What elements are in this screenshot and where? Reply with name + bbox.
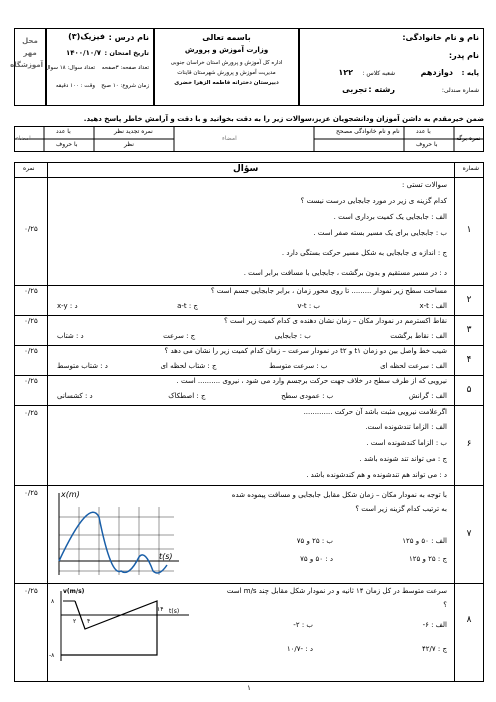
option-d: د : شتاب: [57, 332, 84, 340]
seat-label: شماره صندلی:: [441, 87, 479, 94]
col-score-header: نمره: [23, 165, 35, 172]
option-c: ج : ۲۵ و ۱۲۵: [409, 555, 447, 563]
ministry-name: وزارت آموزش و پرورش: [184, 46, 269, 54]
graph-v2: -۸: [49, 652, 55, 659]
corrector-name-label: نام و نام خانوادگی مصحح: [336, 128, 400, 135]
option-b: ب : جابجایی برای یک مسیر بسته صفر است .: [313, 229, 447, 237]
subject-label: نام درس :: [108, 33, 149, 42]
question-score: ۰/۲۵: [24, 409, 38, 417]
question-stem: شیب خط واصل بین دو زمان t۱ و t۲ در نمودار سرعت – زمان کدام کمیت زیر را نشان می دهد ؟: [164, 347, 447, 355]
question-number: ۲: [466, 295, 472, 305]
stamp-text: محل مهر آموزشگاه: [10, 37, 43, 69]
question-row-3: [15, 315, 483, 346]
col-number-header: شماره: [462, 165, 479, 172]
questions-table: [14, 162, 484, 682]
option-b: ب : سرعت متوسط: [269, 362, 328, 370]
options-row: [57, 362, 447, 370]
option-c: ج : می تواند تند شونده باشد .: [359, 455, 447, 463]
question-number: ۸: [466, 615, 472, 625]
grade-table-grid: [14, 126, 484, 152]
student-info-box: [299, 28, 484, 106]
question-score: ۰/۲۵: [24, 587, 38, 595]
question-score: ۰/۲۵: [24, 287, 38, 295]
grade-words-label: با حروف: [56, 141, 78, 148]
options-row: [57, 332, 447, 340]
question-number: ۶: [466, 439, 472, 449]
graph-t-label: t(s): [169, 608, 180, 615]
graph-t2: ۴: [87, 618, 91, 625]
option-b: ب : ۲-: [293, 621, 313, 629]
question-stem: نیرویی که از طرف سطح در خلاف جهت حرکت برجسم وارد می شود ، نیروی .......... است .: [176, 377, 447, 385]
grade-number-label: با عدد: [56, 128, 71, 135]
option-a: الف : گرانش: [408, 392, 447, 400]
question-stem: اگرعلامت نیرویی مثبت باشد آن حرکت .............: [303, 408, 447, 416]
option-c: ج : شتاب لحظه ای: [160, 362, 217, 370]
department-name: اداره کل آموزش و پرورش استان خراسان جنوبی: [170, 60, 283, 66]
options-row: [57, 302, 447, 310]
exam-info-box: [46, 28, 154, 106]
question-stem-end: ؟: [443, 601, 447, 609]
school-name: دبیرستان دخترانه فاطمه الزهرا خضری: [174, 80, 279, 86]
duration: وقت : ۱۰۰ دقیقه: [55, 83, 95, 89]
field-value: تجربی: [342, 85, 367, 94]
option-a: الف : ۶-: [422, 621, 447, 629]
student-name-label: نام و نام خانوادگی:: [402, 33, 479, 42]
grade-table: [14, 126, 484, 152]
options-row: [57, 392, 447, 400]
option-a: الف : جابجایی یک کمیت برداری است .: [333, 213, 447, 221]
graph-t1: ۲: [73, 618, 77, 625]
page-number: ۱: [247, 684, 251, 692]
start-time: زمان شروع: ۱۰ صبح: [101, 83, 149, 89]
question-number: ۴: [466, 355, 472, 365]
option-c: ج : اندازه ی جابجایی به شکل مسیر حرکت بستگی دارد .: [281, 249, 447, 257]
grade-sign-label-2: امضاء: [222, 135, 237, 142]
welcome-note: ضمن خیرمقدم به داشن آموزان ودانشجویان عزیز،سوالات زیر را به دقت بخوانید و با دقت و آرامش خاطر پاسخ دهید.: [83, 115, 484, 123]
exam-page: [10, 14, 484, 692]
question-stem: مساحت سطح زیر نمودار ......... تا روی محور زمان ، برابر جابجایی جسم است ؟: [210, 287, 447, 295]
question-score: ۰/۲۵: [24, 317, 38, 325]
option-a: الف : الزاما تندشونده است.: [365, 423, 447, 431]
graph-x-label: x(m): [61, 490, 80, 499]
grade-sign-label: امضاء: [16, 135, 31, 142]
option-d: د : در مسیر مستقیم و بدون برگشت ، جابجایی با مسافت برابر است .: [243, 269, 447, 277]
option-c: ج : a-t: [177, 302, 198, 310]
option-a: الف : سرعت لحظه ای: [380, 362, 447, 370]
corrected-words-label: با حروف: [416, 141, 438, 148]
graph-t3: ۱۴: [157, 606, 164, 613]
page-count: تعداد صفحه: ۳صفحه: [101, 65, 149, 71]
question-stem-line-1: با توجه به نمودار مکان – زمان شکل مقابل جابجایی و مسافت پیموده شده: [231, 491, 447, 499]
question-row-6: [15, 405, 483, 486]
exam-header: [10, 28, 484, 106]
father-name-label: نام پدر:: [448, 51, 479, 60]
graph-t-label: t(s): [159, 552, 173, 561]
grade-corrected-label: نمره تجدید نظر: [114, 128, 153, 135]
question-number: ۳: [466, 325, 472, 335]
option-a: الف : نقاط برگشت: [390, 332, 447, 340]
stamp-box: [10, 28, 46, 106]
question-row-8: [15, 583, 483, 682]
question-stem: کدام گزینه ی زیر در مورد جابجایی درست نیست ؟: [300, 197, 447, 205]
question-row-5: [15, 375, 483, 406]
position-time-graph: [49, 487, 189, 579]
question-number: ۷: [466, 529, 472, 539]
subject-value: فیزیک(۳): [68, 32, 105, 41]
question-number: ۵: [466, 385, 472, 395]
center-title: باسمه تعالی: [202, 33, 251, 42]
question-row-7: [15, 485, 483, 584]
question-stem: نقاط اکسترمم در نمودار مکان – زمان نشان دهنده ی کدام کمیت زیر است ؟: [224, 317, 447, 325]
corrected-number-label: با عدد: [416, 128, 431, 135]
col-question-header: سؤال: [233, 164, 259, 174]
paper-grade-label: نمره برگه: [456, 135, 481, 142]
option-b: ب : الزاما کندشونده است .: [366, 439, 447, 447]
question-stem: سرعت متوسط در کل زمان ۱۴ ثانیه و در نمودار شکل مقابل چند m/s است: [226, 587, 447, 595]
nazar-label: نظر: [124, 141, 134, 148]
exam-date-value: ۱۴۰۰/۱۰/۷: [65, 49, 101, 57]
option-b: ب : v-t: [297, 302, 321, 310]
questions-table-header: [15, 163, 483, 178]
option-b: ب : عمودی سطح: [281, 392, 334, 400]
question-score: ۰/۲۵: [24, 377, 38, 385]
field-label: رشته :: [368, 85, 395, 94]
grade-value: دوازدهم: [420, 68, 453, 77]
graph-v1: ۸: [51, 598, 55, 605]
question-score: ۰/۲۵: [24, 225, 38, 233]
question-stem-line-2: به ترتیب کدام گزینه زیر است ؟: [355, 505, 447, 513]
exam-date-label: تاریخ امتحان :: [104, 49, 149, 57]
option-c: ج : سرعت: [163, 332, 196, 340]
question-row-1: [15, 177, 483, 286]
graph-v-label: v(m/s): [63, 588, 85, 595]
question-score: ۰/۲۵: [24, 347, 38, 355]
option-a: الف : ۵۰ و ۱۲۵: [402, 537, 447, 545]
option-b: ب : ۲۵ و ۷۵: [296, 537, 333, 545]
velocity-time-graph: [49, 585, 199, 665]
option-d: د : کشسانی: [57, 392, 93, 400]
question-row-2: [15, 285, 483, 316]
section-title: سوالات تستی :: [402, 181, 447, 189]
office-name: مدیریت آموزش و پرورش شهرستان قاینات: [177, 70, 276, 76]
option-d: د : شتاب متوسط: [57, 362, 108, 370]
question-number: ۱: [466, 225, 472, 235]
grade-label: پایه :: [461, 69, 479, 77]
option-c: ج : اصطکاک: [168, 392, 206, 400]
class-no-label: شعبه کلاس :: [362, 70, 395, 77]
option-b: ب : جابجایی: [274, 332, 311, 340]
option-c: ج : ۴۲/۷: [422, 645, 447, 653]
option-d: د : x-y: [57, 302, 78, 310]
class-no-value: ۱۲۲: [338, 68, 353, 77]
option-d: د : ۵۰ و ۷۵: [300, 555, 333, 563]
option-a: الف : x-t: [419, 302, 447, 310]
question-row-4: [15, 345, 483, 376]
school-info-box: [154, 28, 299, 106]
option-d: د : می تواند هم تندشونده و هم کندشونده باشد .: [306, 471, 447, 479]
question-score: ۰/۲۵: [24, 489, 38, 497]
question-count: تعداد سوال: ۱۸ سوال: [44, 65, 95, 71]
option-d: د : -۱۰/۷: [286, 645, 313, 653]
